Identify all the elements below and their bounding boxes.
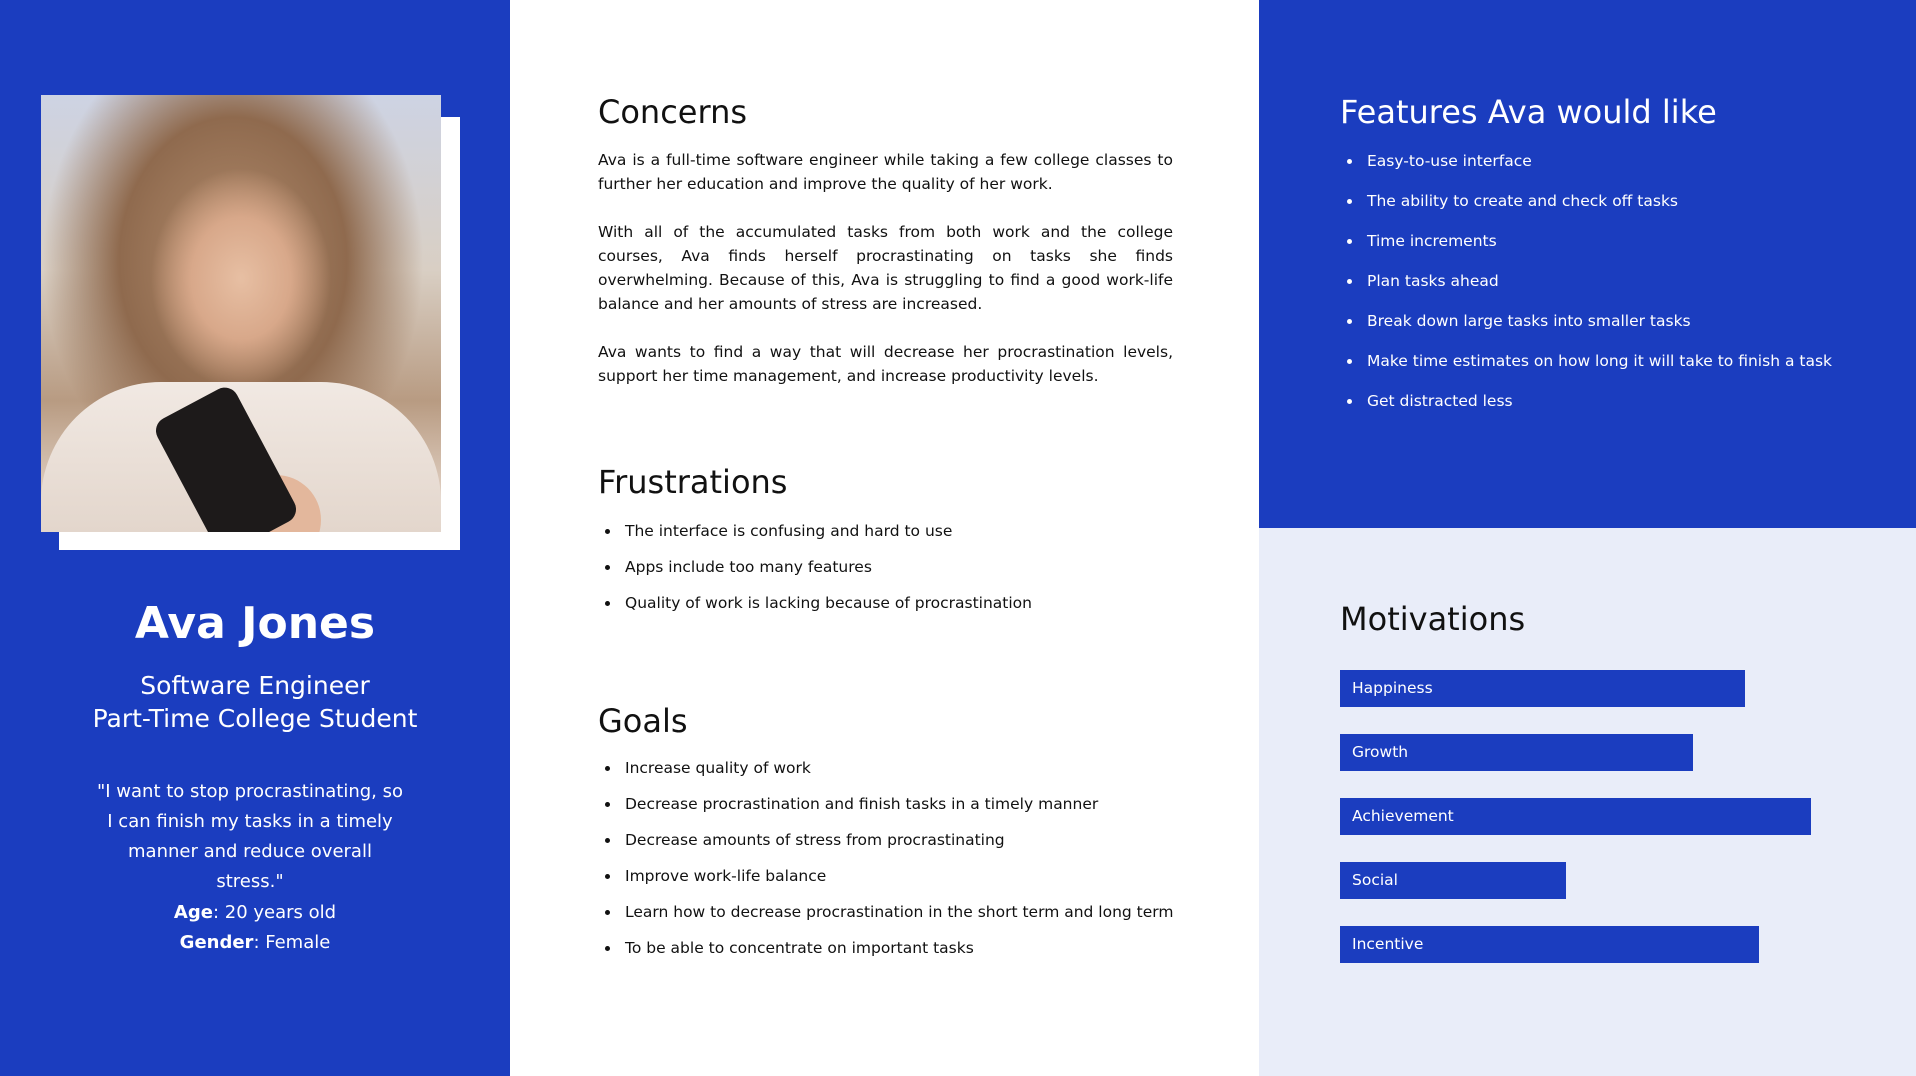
features-list (1340, 149, 1832, 429)
persona-panel (0, 0, 510, 1076)
features-title: Features Ava would like (1340, 93, 1717, 131)
list-item: Quality of work is lacking because of procrastination (598, 591, 1032, 627)
list-item: Increase quality of work (598, 756, 1174, 792)
list-item: To be able to concentrate on important tasks (598, 936, 1174, 972)
list-item: Decrease procrastination and finish tasks in a timely manner (598, 792, 1174, 828)
list-item: Time increments (1340, 229, 1832, 269)
list-item: Decrease amounts of stress from procrastinating (598, 828, 1174, 864)
motivation-bar-achievement: Achievement (1340, 798, 1811, 835)
gender-value: : Female (253, 932, 331, 953)
motivation-bar-growth: Growth (1340, 734, 1693, 771)
concerns-paragraph: With all of the accumulated tasks from both work and the college courses, Ava finds herself procrastinating on tasks she finds overwhelming. Because of this, Ava is struggling to find a good work-life balance and her amounts of stress are increased. (598, 223, 1173, 313)
goals-list (598, 756, 1174, 972)
motivation-bar-incentive: Incentive (1340, 926, 1759, 963)
list-item: The interface is confusing and hard to use (598, 519, 1032, 555)
age-label: Age (173, 902, 213, 923)
persona-photo (41, 95, 441, 532)
motivation-bar-social: Social (1340, 862, 1566, 899)
list-item: Make time estimates on how long it will take to finish a task (1340, 349, 1832, 389)
concerns-body (598, 148, 1173, 412)
goals-title: Goals (598, 702, 688, 740)
list-item: Break down large tasks into smaller tasks (1340, 309, 1832, 349)
list-item: Get distracted less (1340, 389, 1832, 429)
list-item: Learn how to decrease procrastination in the short term and long term (598, 900, 1174, 936)
list-item: Plan tasks ahead (1340, 269, 1832, 309)
persona-name: Ava Jones (134, 598, 376, 649)
list-item: Improve work-life balance (598, 864, 1174, 900)
persona-role (0, 669, 510, 735)
gender-label: Gender (179, 932, 254, 953)
concerns-paragraph: Ava is a full-time software engineer while taking a few college classes to further her education and improve the quality of her work. (598, 151, 1173, 193)
persona-role-line1: Software Engineer (140, 671, 370, 700)
persona-gender (0, 928, 510, 958)
motivations-title: Motivations (1340, 600, 1526, 638)
persona-meta (0, 898, 510, 958)
persona-age (0, 898, 510, 928)
frustrations-list (598, 519, 1032, 627)
list-item: Easy-to-use interface (1340, 149, 1832, 189)
persona-quote: "I want to stop procrastinating, so I can finish my tasks in a timely manner and reduce overall stress." (96, 781, 403, 892)
list-item: Apps include too many features (598, 555, 1032, 591)
frustrations-title: Frustrations (598, 463, 788, 501)
motivation-bar-happiness: Happiness (1340, 670, 1745, 707)
persona-role-line2: Part-Time College Student (92, 704, 418, 733)
list-item: The ability to create and check off tasks (1340, 189, 1832, 229)
age-value: : 20 years old (212, 902, 337, 923)
concerns-paragraph: Ava wants to find a way that will decrease her procrastination levels, support her time management, and increase productivity levels. (598, 343, 1173, 385)
concerns-title: Concerns (598, 93, 748, 131)
